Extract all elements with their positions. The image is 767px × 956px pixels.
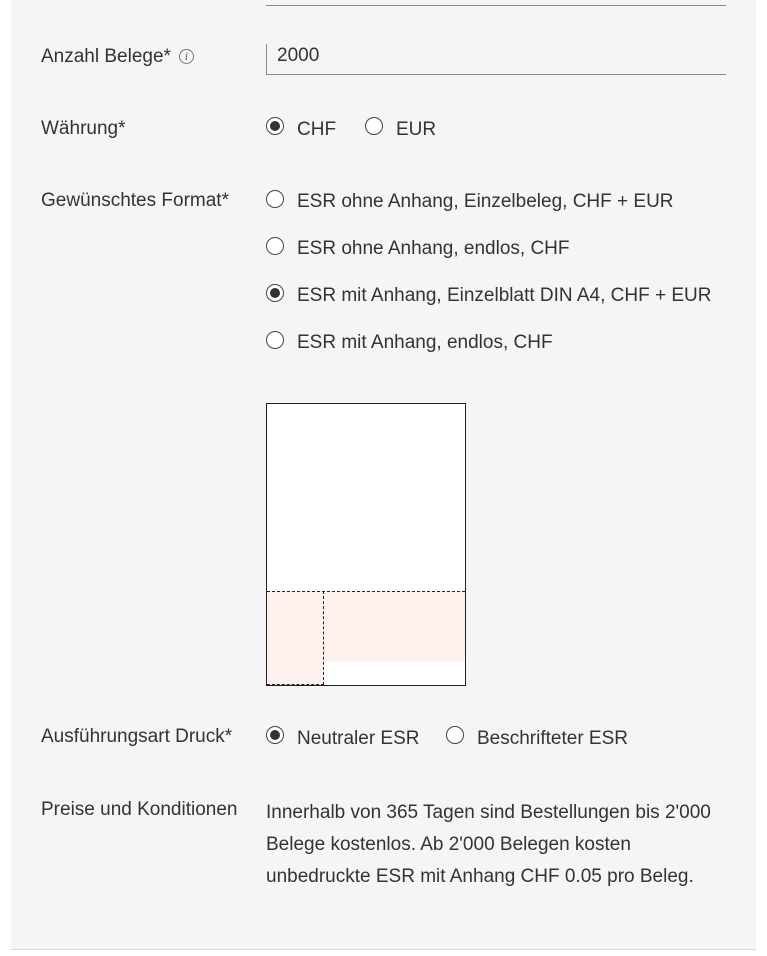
druck-label: Ausführungsart Druck* bbox=[41, 726, 233, 747]
waehrung-chf-radio[interactable] bbox=[266, 117, 284, 135]
druck-neutral-radio[interactable] bbox=[266, 726, 284, 744]
format-label: Gewünschtes Format* bbox=[41, 190, 229, 211]
format-option-4-label[interactable]: ESR mit Anhang, endlos, CHF bbox=[297, 332, 553, 353]
druck-beschriftet-label[interactable]: Beschrifteter ESR bbox=[477, 728, 628, 749]
format-option-2-label[interactable]: ESR ohne Anhang, endlos, CHF bbox=[297, 238, 570, 259]
waehrung-chf-label[interactable]: CHF bbox=[297, 119, 337, 140]
perforation-line-vertical bbox=[323, 591, 324, 685]
panel-bottom-border bbox=[11, 949, 756, 950]
anzahl-belege-label: Anzahl Belege* i bbox=[41, 45, 194, 69]
format-option-3-radio[interactable] bbox=[266, 284, 284, 302]
previous-input-underline bbox=[266, 5, 726, 6]
waehrung-eur-radio[interactable] bbox=[365, 117, 383, 135]
format-option-2-radio[interactable] bbox=[266, 237, 284, 255]
druck-beschriftet-radio[interactable] bbox=[446, 726, 464, 744]
payment-slip-area bbox=[267, 591, 465, 661]
anzahl-belege-input[interactable] bbox=[266, 44, 726, 75]
perforation-line-bottom bbox=[267, 684, 324, 685]
perforation-line-horizontal bbox=[267, 591, 465, 592]
preise-text: Innerhalb von 365 Tagen sind Bestellungen bis 2'000 Belege kostenlos. Ab 2'000 Belegen kosten unbedruckte ESR mit Anhang CHF 0.05 pro Beleg. bbox=[266, 802, 711, 887]
payment-slip-receipt-area bbox=[267, 661, 324, 685]
format-preview bbox=[266, 403, 466, 686]
format-option-4-radio[interactable] bbox=[266, 331, 284, 349]
anzahl-belege-value: 2000 bbox=[277, 45, 320, 66]
waehrung-eur-label[interactable]: EUR bbox=[396, 119, 437, 140]
waehrung-label: Währung* bbox=[41, 118, 126, 139]
format-option-3-label[interactable]: ESR mit Anhang, Einzelblatt DIN A4, CHF + EUR bbox=[297, 285, 712, 306]
info-icon[interactable]: i bbox=[179, 49, 194, 64]
format-option-1-radio[interactable] bbox=[266, 190, 284, 208]
preise-label: Preise und Konditionen bbox=[41, 799, 238, 820]
format-option-1-label[interactable]: ESR ohne Anhang, Einzelbeleg, CHF + EUR bbox=[297, 191, 674, 212]
druck-neutral-label[interactable]: Neutraler ESR bbox=[297, 728, 420, 749]
